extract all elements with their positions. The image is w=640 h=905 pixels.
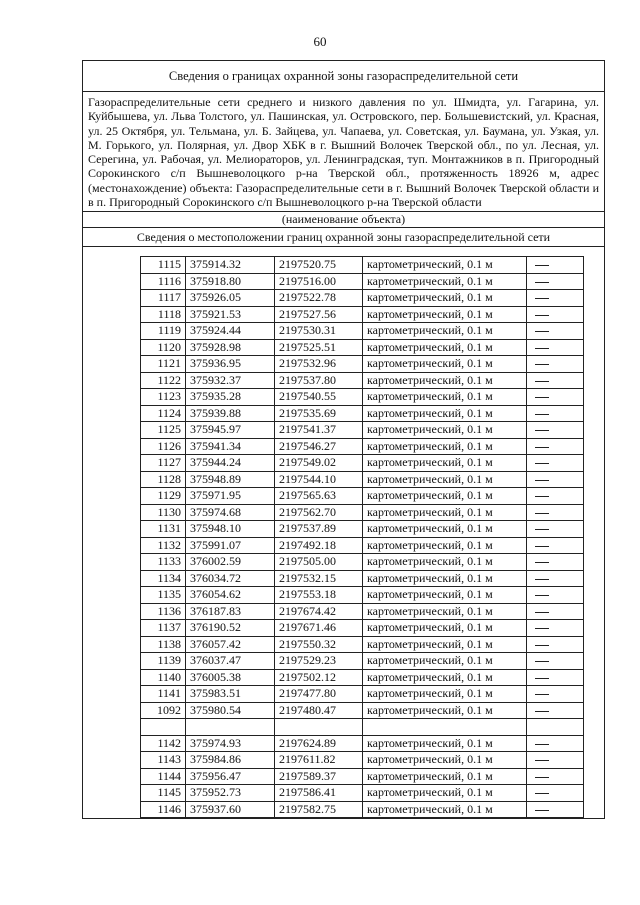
x-coordinate-cell: 376037.47 (186, 653, 275, 670)
point-number-cell: 1116 (141, 273, 186, 290)
x-coordinate-cell: 375924.44 (186, 323, 275, 340)
y-coordinate-cell: 2197502.12 (275, 669, 363, 686)
x-coordinate-cell: 375941.34 (186, 438, 275, 455)
method-cell: картометрический, 0.1 м (363, 686, 527, 703)
point-number-cell: 1146 (141, 801, 186, 818)
note-cell (527, 339, 584, 356)
table-row (141, 471, 584, 488)
point-number-cell: 1139 (141, 653, 186, 670)
table-row (141, 752, 584, 769)
point-number-cell: 1145 (141, 785, 186, 802)
boundary-info-frame (82, 60, 605, 819)
table-row (141, 488, 584, 505)
table-row (141, 603, 584, 620)
method-cell: картометрический, 0.1 м (363, 620, 527, 637)
note-cell (527, 752, 584, 769)
note-cell (527, 768, 584, 785)
y-coordinate-cell: 2197520.75 (275, 257, 363, 274)
object-name-caption: (наименование объекта) (83, 212, 604, 228)
dash-mark (535, 760, 549, 761)
dash-mark (535, 711, 549, 712)
y-coordinate-cell: 2197527.56 (275, 306, 363, 323)
dash-mark (535, 348, 549, 349)
table-row (141, 669, 584, 686)
page-number: 60 (313, 34, 327, 49)
coordinates-table (140, 256, 584, 818)
table-row (141, 554, 584, 571)
note-cell (527, 389, 584, 406)
point-number-cell: 1127 (141, 455, 186, 472)
note-cell (527, 372, 584, 389)
x-coordinate-cell: 376034.72 (186, 570, 275, 587)
y-coordinate-cell: 2197544.10 (275, 471, 363, 488)
point-number-cell: 1141 (141, 686, 186, 703)
dash-mark (535, 397, 549, 398)
y-coordinate-cell: 2197553.18 (275, 587, 363, 604)
dash-mark (535, 298, 549, 299)
dash-mark (535, 463, 549, 464)
x-coordinate-cell: 375971.95 (186, 488, 275, 505)
y-coordinate-cell: 2197582.75 (275, 801, 363, 818)
y-coordinate-cell: 2197541.37 (275, 422, 363, 439)
dash-mark (535, 793, 549, 794)
method-cell: картометрический, 0.1 м (363, 768, 527, 785)
y-coordinate-cell: 2197549.02 (275, 455, 363, 472)
y-coordinate-cell (275, 719, 363, 736)
y-coordinate-cell: 2197516.00 (275, 273, 363, 290)
dash-mark (535, 513, 549, 514)
y-coordinate-cell: 2197540.55 (275, 389, 363, 406)
section-title: Сведения о границах охранной зоны газораспределительной сети (83, 61, 604, 92)
point-number-cell: 1118 (141, 306, 186, 323)
x-coordinate-cell: 375984.86 (186, 752, 275, 769)
y-coordinate-cell: 2197550.32 (275, 636, 363, 653)
point-number-cell: 1122 (141, 372, 186, 389)
method-cell: картометрический, 0.1 м (363, 306, 527, 323)
method-cell: картометрический, 0.1 м (363, 587, 527, 604)
note-cell (527, 719, 584, 736)
y-coordinate-cell: 2197477.80 (275, 686, 363, 703)
table-row (141, 422, 584, 439)
method-cell: картометрический, 0.1 м (363, 570, 527, 587)
x-coordinate-cell: 375926.05 (186, 290, 275, 307)
method-cell: картометрический, 0.1 м (363, 290, 527, 307)
table-row (141, 389, 584, 406)
y-coordinate-cell: 2197532.15 (275, 570, 363, 587)
table-row (141, 504, 584, 521)
y-coordinate-cell: 2197525.51 (275, 339, 363, 356)
dash-mark (535, 480, 549, 481)
table-row (141, 702, 584, 719)
note-cell (527, 471, 584, 488)
coordinates-table-body (141, 257, 584, 818)
method-cell: картометрический, 0.1 м (363, 405, 527, 422)
x-coordinate-cell: 376190.52 (186, 620, 275, 637)
x-coordinate-cell: 376187.83 (186, 603, 275, 620)
x-coordinate-cell: 375948.89 (186, 471, 275, 488)
point-number-cell: 1144 (141, 768, 186, 785)
x-coordinate-cell: 375980.54 (186, 702, 275, 719)
table-row (141, 306, 584, 323)
x-coordinate-cell: 376002.59 (186, 554, 275, 571)
dash-mark (535, 265, 549, 266)
dash-mark (535, 628, 549, 629)
x-coordinate-cell: 375974.93 (186, 735, 275, 752)
method-cell: картометрический, 0.1 м (363, 356, 527, 373)
method-cell: картометрический, 0.1 м (363, 323, 527, 340)
method-cell: картометрический, 0.1 м (363, 257, 527, 274)
table-row (141, 405, 584, 422)
point-number-cell: 1140 (141, 669, 186, 686)
note-cell (527, 801, 584, 818)
method-cell: картометрический, 0.1 м (363, 488, 527, 505)
method-cell: картометрический, 0.1 м (363, 801, 527, 818)
dash-mark (535, 546, 549, 547)
table-row (141, 438, 584, 455)
y-coordinate-cell: 2197624.89 (275, 735, 363, 752)
note-cell (527, 554, 584, 571)
point-number-cell: 1129 (141, 488, 186, 505)
method-cell: картометрический, 0.1 м (363, 554, 527, 571)
note-cell (527, 587, 584, 604)
table-row (141, 785, 584, 802)
y-coordinate-cell: 2197546.27 (275, 438, 363, 455)
note-cell (527, 521, 584, 538)
x-coordinate-cell: 375921.53 (186, 306, 275, 323)
y-coordinate-cell: 2197565.63 (275, 488, 363, 505)
point-number-cell: 1130 (141, 504, 186, 521)
dash-mark (535, 496, 549, 497)
note-cell (527, 356, 584, 373)
dash-mark (535, 777, 549, 778)
x-coordinate-cell: 375935.28 (186, 389, 275, 406)
method-cell: картометрический, 0.1 м (363, 372, 527, 389)
method-cell: картометрический, 0.1 м (363, 752, 527, 769)
point-number-cell: 1125 (141, 422, 186, 439)
point-number-cell: 1131 (141, 521, 186, 538)
x-coordinate-cell: 375918.80 (186, 273, 275, 290)
x-coordinate-cell: 375936.95 (186, 356, 275, 373)
y-coordinate-cell: 2197535.69 (275, 405, 363, 422)
dash-mark (535, 529, 549, 530)
point-number-cell: 1123 (141, 389, 186, 406)
point-number-cell: 1133 (141, 554, 186, 571)
point-number-cell: 1126 (141, 438, 186, 455)
table-row (141, 372, 584, 389)
y-coordinate-cell: 2197522.78 (275, 290, 363, 307)
note-cell (527, 537, 584, 554)
y-coordinate-cell: 2197586.41 (275, 785, 363, 802)
dash-mark (535, 364, 549, 365)
point-number-cell: 1135 (141, 587, 186, 604)
note-cell (527, 504, 584, 521)
method-cell: картометрический, 0.1 м (363, 521, 527, 538)
dash-mark (535, 678, 549, 679)
note-cell (527, 455, 584, 472)
table-row (141, 356, 584, 373)
table-row (141, 801, 584, 818)
x-coordinate-cell (186, 719, 275, 736)
point-number-cell: 1132 (141, 537, 186, 554)
dash-mark (535, 414, 549, 415)
point-number-cell: 1124 (141, 405, 186, 422)
x-coordinate-cell: 375928.98 (186, 339, 275, 356)
y-coordinate-cell: 2197532.96 (275, 356, 363, 373)
x-coordinate-cell: 375914.32 (186, 257, 275, 274)
point-number-cell: 1143 (141, 752, 186, 769)
x-coordinate-cell: 376054.62 (186, 587, 275, 604)
y-coordinate-cell: 2197671.46 (275, 620, 363, 637)
point-number-cell: 1134 (141, 570, 186, 587)
x-coordinate-cell: 375945.97 (186, 422, 275, 439)
dash-mark (535, 381, 549, 382)
y-coordinate-cell: 2197529.23 (275, 653, 363, 670)
point-number-cell: 1117 (141, 290, 186, 307)
x-coordinate-cell: 375983.51 (186, 686, 275, 703)
table-row (141, 735, 584, 752)
x-coordinate-cell: 375956.47 (186, 768, 275, 785)
note-cell (527, 702, 584, 719)
table-row (141, 620, 584, 637)
note-cell (527, 323, 584, 340)
y-coordinate-cell: 2197537.89 (275, 521, 363, 538)
x-coordinate-cell: 376005.38 (186, 669, 275, 686)
dash-mark (535, 430, 549, 431)
note-cell (527, 290, 584, 307)
dash-mark (535, 447, 549, 448)
x-coordinate-cell: 375932.37 (186, 372, 275, 389)
coordinates-table-area (83, 247, 604, 818)
note-cell (527, 785, 584, 802)
dash-mark (535, 282, 549, 283)
note-cell (527, 653, 584, 670)
method-cell: картометрический, 0.1 м (363, 702, 527, 719)
table-row (141, 323, 584, 340)
note-cell (527, 669, 584, 686)
point-number-cell (141, 719, 186, 736)
object-description: Газораспределительные сети среднего и низкого давления по ул. Шмидта, ул. Гагарина, ул. Куйбышева, ул. Льва Толстого, ул. Пашинская, ул. Островского, пер. Большевистский, ул. Красная, ул. 25 Октября, ул. Тельмана, ул. Б. Зайцева, ул. Чапаева, ул. Советская, ул. Баумана, ул. Узкая, ул. М. Горького, ул. Полярная, ул. Двор ХБК в г. Вышний Волочек Тверской обл., по ул. Лесная, ул. Серегина, ул. Рабочая, ул. Мелиораторов, ул. Ленинградская, туп. Монтажников в п. Пригородный Сорокинского с/п Вышневолоцкого р-на Тверской обл., протяженность 18926 м, адрес (местонахождение) объекта: Газораспределительные сети в г. Вышний Волочек Тверской области и в п. Пригородный Сорокинского с/п Вышневолоцкого р-на Тверской области (83, 92, 604, 212)
note-cell (527, 438, 584, 455)
note-cell (527, 620, 584, 637)
note-cell (527, 603, 584, 620)
method-cell: картометрический, 0.1 м (363, 422, 527, 439)
point-number-cell: 1115 (141, 257, 186, 274)
point-number-cell: 1142 (141, 735, 186, 752)
method-cell: картометрический, 0.1 м (363, 669, 527, 686)
point-number-cell: 1119 (141, 323, 186, 340)
note-cell (527, 306, 584, 323)
note-cell (527, 570, 584, 587)
note-cell (527, 257, 584, 274)
method-cell: картометрический, 0.1 м (363, 785, 527, 802)
method-cell: картометрический, 0.1 м (363, 471, 527, 488)
y-coordinate-cell: 2197674.42 (275, 603, 363, 620)
point-number-cell: 1137 (141, 620, 186, 637)
point-number-cell: 1138 (141, 636, 186, 653)
note-cell (527, 488, 584, 505)
table-row (141, 537, 584, 554)
note-cell (527, 405, 584, 422)
table-row (141, 768, 584, 785)
dash-mark (535, 315, 549, 316)
x-coordinate-cell: 375939.88 (186, 405, 275, 422)
table-row (141, 521, 584, 538)
location-section-title: Сведения о местоположении границ охранной зоны газораспределительной сети (83, 228, 604, 247)
table-row (141, 273, 584, 290)
point-number-cell: 1128 (141, 471, 186, 488)
y-coordinate-cell: 2197562.70 (275, 504, 363, 521)
dash-mark (535, 810, 549, 811)
point-number-cell: 1092 (141, 702, 186, 719)
method-cell: картометрический, 0.1 м (363, 537, 527, 554)
table-row (141, 719, 584, 736)
y-coordinate-cell: 2197480.47 (275, 702, 363, 719)
method-cell: картометрический, 0.1 м (363, 636, 527, 653)
note-cell (527, 735, 584, 752)
table-row (141, 653, 584, 670)
method-cell (363, 719, 527, 736)
table-row (141, 686, 584, 703)
dash-mark (535, 579, 549, 580)
y-coordinate-cell: 2197492.18 (275, 537, 363, 554)
dash-mark (535, 595, 549, 596)
method-cell: картометрический, 0.1 м (363, 389, 527, 406)
note-cell (527, 422, 584, 439)
x-coordinate-cell: 375944.24 (186, 455, 275, 472)
x-coordinate-cell: 375937.60 (186, 801, 275, 818)
y-coordinate-cell: 2197530.31 (275, 323, 363, 340)
dash-mark (535, 661, 549, 662)
dash-mark (535, 694, 549, 695)
y-coordinate-cell: 2197537.80 (275, 372, 363, 389)
table-row (141, 339, 584, 356)
method-cell: картометрический, 0.1 м (363, 455, 527, 472)
point-number-cell: 1136 (141, 603, 186, 620)
method-cell: картометрический, 0.1 м (363, 603, 527, 620)
note-cell (527, 273, 584, 290)
table-row (141, 290, 584, 307)
table-row (141, 587, 584, 604)
point-number-cell: 1121 (141, 356, 186, 373)
dash-mark (535, 562, 549, 563)
method-cell: картометрический, 0.1 м (363, 339, 527, 356)
method-cell: картометрический, 0.1 м (363, 273, 527, 290)
method-cell: картометрический, 0.1 м (363, 735, 527, 752)
note-cell (527, 636, 584, 653)
dash-mark (535, 331, 549, 332)
table-row (141, 636, 584, 653)
x-coordinate-cell: 375991.07 (186, 537, 275, 554)
point-number-cell: 1120 (141, 339, 186, 356)
table-row (141, 570, 584, 587)
table-row (141, 455, 584, 472)
x-coordinate-cell: 375974.68 (186, 504, 275, 521)
y-coordinate-cell: 2197589.37 (275, 768, 363, 785)
dash-mark (535, 645, 549, 646)
dash-mark (535, 744, 549, 745)
method-cell: картометрический, 0.1 м (363, 438, 527, 455)
x-coordinate-cell: 375952.73 (186, 785, 275, 802)
method-cell: картометрический, 0.1 м (363, 504, 527, 521)
x-coordinate-cell: 375948.10 (186, 521, 275, 538)
note-cell (527, 686, 584, 703)
table-row (141, 257, 584, 274)
dash-mark (535, 612, 549, 613)
y-coordinate-cell: 2197505.00 (275, 554, 363, 571)
y-coordinate-cell: 2197611.82 (275, 752, 363, 769)
method-cell: картометрический, 0.1 м (363, 653, 527, 670)
x-coordinate-cell: 376057.42 (186, 636, 275, 653)
